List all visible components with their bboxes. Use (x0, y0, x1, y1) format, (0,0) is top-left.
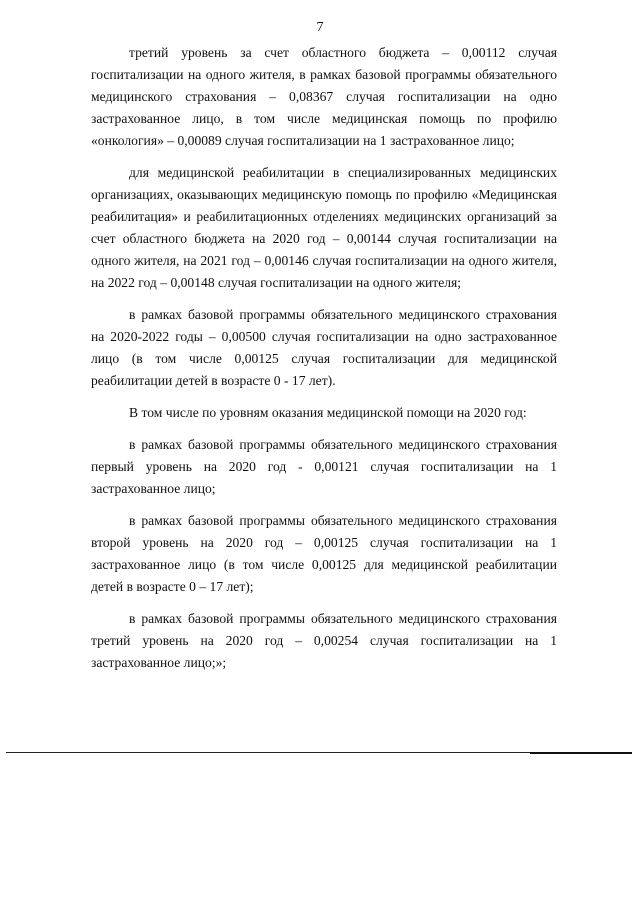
document-body (91, 42, 557, 684)
paragraph-third-level: в рамках базовой программы обязательного медицинского страхования третий уровень на 2020 год – 0,00254 случая госпитализации на 1 застрахованное лицо;»; (91, 611, 557, 670)
paragraph-third-level-regional-budget: третий уровень за счет областного бюджета – 0,00112 случая госпитализации на одного жителя, в рамках базовой программы обязательного медицинского страхования – 0,08367 случая госпитализации на одно застрахованное лицо, в том числе медицинская помощь по профилю «онкология» – 0,00089 случая госпитализации на 1 застрахованное лицо; (91, 45, 557, 148)
paragraph-levels-heading: В том числе по уровням оказания медицинской помощи на 2020 год: (129, 405, 527, 420)
footer-divider-accent (530, 752, 632, 754)
paragraph-medical-rehabilitation: для медицинской реабилитации в специализированных медицинских организациях, оказывающих медицинскую помощь по профилю «Медицинская реабилитация» и реабилитационных отделениях медицинских организаций за счет областного бюджета на 2020 год – 0,00144 случая госпитализации на одного жителя, на 2021 год – 0,00146 случая госпитализации на одного жителя, на 2022 год – 0,00148 случая госпитализации на одного жителя; (91, 165, 557, 290)
paragraph-first-level: в рамках базовой программы обязательного медицинского страхования первый уровень на 2020 год - 0,00121 случая госпитализации на 1 застрахованное лицо; (91, 437, 557, 496)
paragraph-basic-program-2020-2022: в рамках базовой программы обязательного медицинского страхования на 2020-2022 годы – 0,00500 случая госпитализации на одно застрахованное лицо (в том числе 0,00125 случая госпитализации для медицинской реабилитации детей в возрасте 0 - 17 лет). (91, 307, 557, 388)
page-number: 7 (316, 20, 324, 35)
paragraph-second-level: в рамках базовой программы обязательного медицинского страхования второй уровень на 2020 год – 0,00125 случая госпитализации на 1 застрахованное лицо (в том числе 0,00125 для медицинской реабилитации детей в возрасте 0 – 17 лет); (91, 513, 557, 594)
